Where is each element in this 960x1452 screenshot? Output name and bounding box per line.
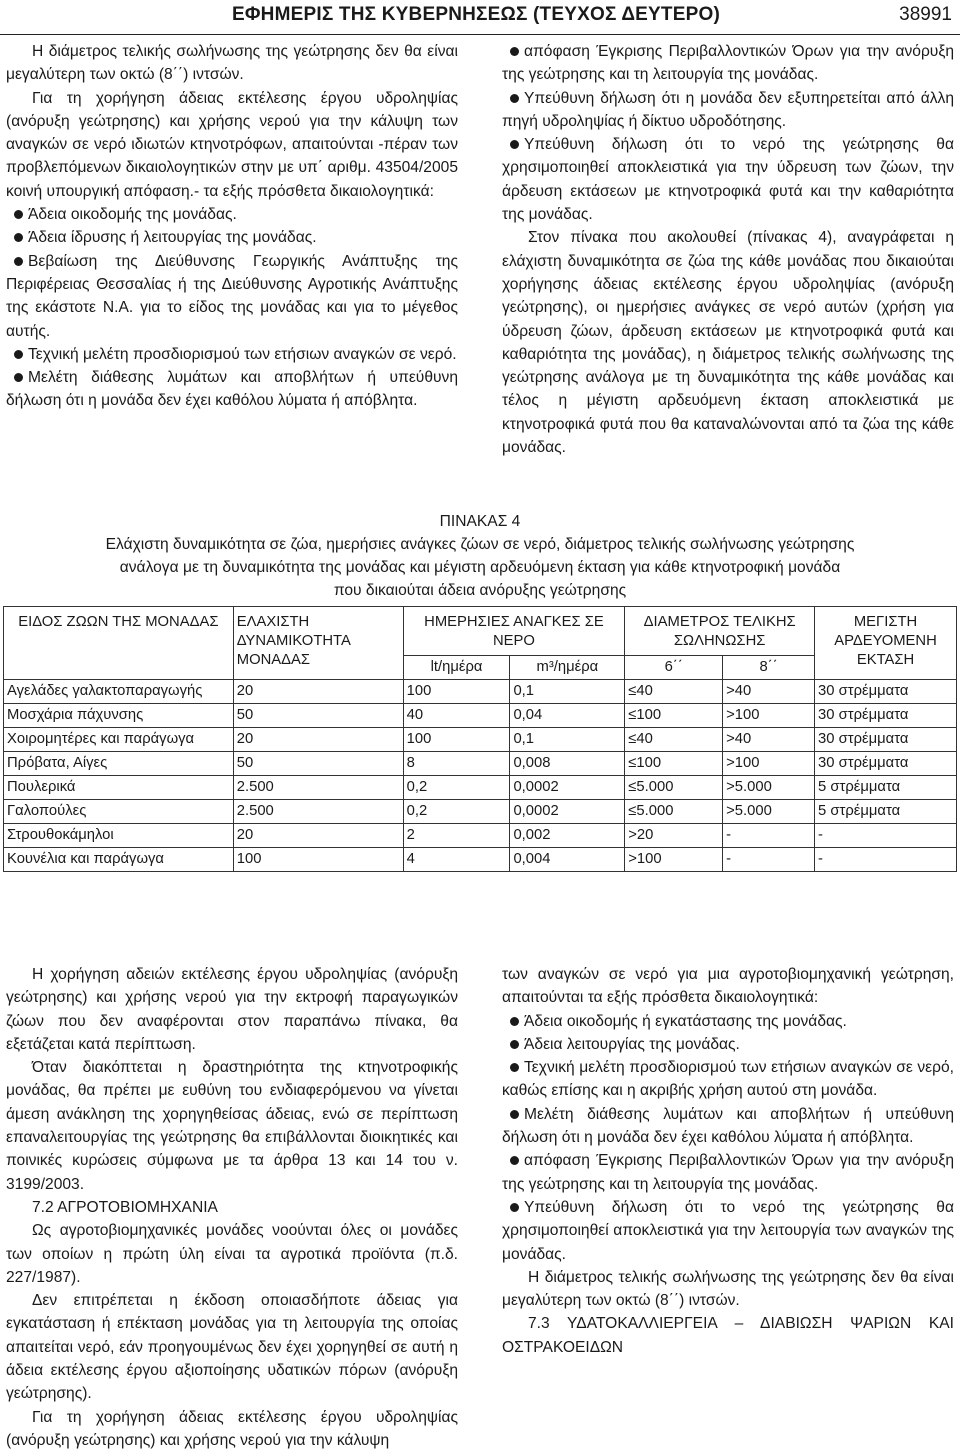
cell-d8: >40	[723, 728, 815, 752]
cell-capacity: 20	[233, 728, 403, 752]
table-row	[4, 776, 957, 800]
cell-species: Χοιρομητέρες και παράγωγα	[4, 728, 234, 752]
paragraph: Ως αγροτοβιομηχανικές μονάδες νοούνται όλες οι μονάδες των οποίων η πρώτη ύλη είναι τα αγροτικά προϊόντα (π.δ. 227/1987).	[6, 1222, 458, 1286]
section-heading: 7.2 ΑΓΡΟΤΟΒΙΟΜΗΧΑΝΙΑ	[32, 1198, 218, 1216]
cell-capacity: 20	[233, 824, 403, 848]
cell-d6: >20	[625, 824, 723, 848]
cell-capacity: 50	[233, 752, 403, 776]
header-species: ΕΙΔΟΣ ΖΩΩΝ ΤΗΣ ΜΟΝΑΔΑΣ	[4, 607, 234, 680]
cell-lt: 8	[403, 752, 510, 776]
subheader-d8: 8΄΄	[723, 656, 815, 680]
paragraph: των αναγκών σε νερό για μια αγροτοβιομηχανική γεώτρηση, απαιτούνται τα εξής πρόσθετα δικαιολογητικά:	[502, 966, 954, 1007]
gazette-title: ΕΦΗΜΕΡΙΣ ΤΗΣ ΚΥΒΕΡΝΗΣΕΩΣ (ΤΕΥΧΟΣ ΔΕΥΤΕΡΟ)	[232, 4, 720, 25]
cell-lt: 2	[403, 824, 510, 848]
table-header-row	[4, 607, 957, 656]
cell-area: 30 στρέμματα	[815, 752, 957, 776]
bullet-item: απόφαση Έγκρισης Περιβαλλοντικών Όρων για την ανόρυξη της γεώτρησης και τη λειτουργία της μονάδας.	[502, 40, 954, 87]
cell-d6: ≤100	[625, 752, 723, 776]
cell-species: Στρουθοκάμηλοι	[4, 824, 234, 848]
cell-d8: >100	[723, 752, 815, 776]
page-header	[0, 0, 960, 40]
section-heading: 7.3 ΥΔΑΤΟΚΑΛΛΙΕΡΓΕΙΑ – ΔΙΑΒΙΩΣΗ ΨΑΡΙΩΝ ΚΑΙ ΟΣΤΡΑΚΟΕΙΔΩΝ	[502, 1315, 954, 1356]
cell-d8: >40	[723, 680, 815, 704]
cell-lt: 100	[403, 680, 510, 704]
top-right-column	[502, 40, 954, 459]
cell-capacity: 2.500	[233, 800, 403, 824]
bullet-item: Υπεύθυνη δήλωση ότι η μονάδα δεν εξυπηρετείται από άλλη πηγή υδροληψίας ή δίκτυο υδροδότησης.	[502, 87, 954, 134]
paragraph: Στον πίνακα που ακολουθεί (πίνακας 4), αναγράφεται η ελάχιστη δυναμικότητα σε ζώα της κάθε μονάδας που δικαιούται χορήγησης άδειας εκτέλεσης έργου υδροληψίας (ανόρυξη γεώτρησης), οι ημερήσιες ανάγκες σε νερό αυτών (χρήση για ύδρευση ζώων, άρδευση εκτάσεων με κτηνοτροφικά φυτά και καθαριότητα της μονάδας), η διάμετρος τελικής σωλήνωσης της γεώτρησης ανάλογα με τη δυναμικότητα της κάθε μονάδας και τέλος η μέγιστη αρδευόμενη έκταση αποκλειστικά με κτηνοτροφικά φυτά που θα καταναλώνονται από τα ζώα της κάθε μονάδας.	[502, 229, 954, 457]
paragraph: Η διάμετρος τελικής σωλήνωσης της γεώτρησης δεν θα είναι μεγαλύτερη των οκτώ (8΄΄) ιντσών.	[6, 43, 458, 84]
cell-capacity: 50	[233, 704, 403, 728]
paragraph: Όταν διακόπτεται η δραστηριότητα της κτηνοτροφικής μονάδας, θα πρέπει με ευθύνη του ενδιαφερόμενου να γίνεται άμεση ανάκληση της χορηγηθείσας άδειας, ενώ σε περίπτωση επαναλειτουργίας της γεώτρησης θα επιβάλλονται διοικητικές και ποινικές κυρώσεις σύμφωνα με τα άρθρα 13 και 14 του ν. 3199/2003.	[6, 1059, 458, 1193]
cell-species: Αγελάδες γαλακτοπαραγωγής	[4, 680, 234, 704]
cell-area: 30 στρέμματα	[815, 680, 957, 704]
bullet-item: απόφαση Έγκρισης Περιβαλλοντικών Όρων για την ανόρυξη της γεώτρησης και τη λειτουργία της μονάδας.	[502, 1149, 954, 1196]
header-daily-needs: ΗΜΕΡΗΣΙΕΣ ΑΝΑΓΚΕΣ ΣΕ ΝΕΡΟ	[403, 607, 625, 656]
cell-m3: 0,0002	[510, 776, 625, 800]
cell-species: Πρόβατα, Αίγες	[4, 752, 234, 776]
bullet-item: Άδεια οικοδομής ή εγκατάστασης της μονάδας.	[502, 1010, 954, 1033]
bullet-item: Υπεύθυνη δήλωση ότι το νερό της γεώτρησης θα χρησιμοποιηθεί αποκλειστικά για την ύδρευση των ζώων, την άρδευση εκτάσεων με κτηνοτροφικά φυτά και την καθαριότητα της μονάδας.	[502, 133, 954, 226]
paragraph: Δεν επιτρέπεται η έκδοση οποιασδήποτε άδειας για εγκατάσταση ή επέκταση μονάδας για τη λειτουργία της οποίας απαιτείται νερό, εάν προηγουμένως δεν έχει χορηγηθεί σε αυτή η άδεια εκτέλεσης έργου αξιοποίησης υδατικών πόρων (ανόρυξη γεώτρησης).	[6, 1292, 458, 1403]
cell-d8: >100	[723, 704, 815, 728]
bullet-item: Άδεια οικοδομής της μονάδας.	[6, 203, 458, 226]
cell-area: -	[815, 824, 957, 848]
bullet-item: Υπεύθυνη δήλωση ότι το νερό της γεώτρησης θα χρησιμοποιηθεί αποκλειστικά για την λειτουργία των αναγκών της μονάδας.	[502, 1196, 954, 1266]
cell-lt: 0,2	[403, 776, 510, 800]
cell-area: 30 στρέμματα	[815, 728, 957, 752]
cell-m3: 0,04	[510, 704, 625, 728]
cell-m3: 0,002	[510, 824, 625, 848]
cell-lt: 0,2	[403, 800, 510, 824]
bullet-item: Τεχνική μελέτη προσδιορισμού των ετήσιων αναγκών σε νερό, καθώς επίσης και η ακριβής χρήση αυτού στη μονάδα.	[502, 1056, 954, 1103]
subheader-d6: 6΄΄	[625, 656, 723, 680]
cell-d6: ≤40	[625, 728, 723, 752]
cell-capacity: 20	[233, 680, 403, 704]
top-left-column	[6, 40, 458, 413]
table-row	[4, 800, 957, 824]
cell-capacity: 2.500	[233, 776, 403, 800]
header-max-area: ΜΕΓΙΣΤΗ ΑΡΔΕΥΟΜΕΝΗ ΕΚΤΑΣΗ	[815, 607, 957, 680]
cell-m3: 0,1	[510, 680, 625, 704]
paragraph: Η διάμετρος τελικής σωλήνωσης της γεώτρησης δεν θα είναι μεγαλύτερη των οκτώ (8΄΄) ιντσών.	[502, 1268, 954, 1310]
table-row	[4, 680, 957, 704]
header-diameter: ΔΙΑΜΕΤΡΟΣ ΤΕΛΙΚΗΣ ΣΩΛΗΝΩΣΗΣ	[625, 607, 815, 656]
cell-species: Πουλερικά	[4, 776, 234, 800]
cell-species: Γαλοπούλες	[4, 800, 234, 824]
bottom-right-column	[502, 963, 954, 1359]
bullet-item: Άδεια ίδρυσης ή λειτουργίας της μονάδας.	[6, 226, 458, 249]
cell-d6: ≤5.000	[625, 800, 723, 824]
livestock-table	[3, 606, 957, 872]
bottom-left-column	[6, 963, 458, 1452]
cell-d6: ≤40	[625, 680, 723, 704]
table-row	[4, 824, 957, 848]
cell-d8: >5.000	[723, 800, 815, 824]
cell-m3: 0,004	[510, 848, 625, 872]
header-rule	[0, 34, 960, 35]
paragraph: Για τη χορήγηση άδειας εκτέλεσης έργου υδροληψίας (ανόρυξη γεώτρησης) και χρήσης νερού για την κάλυψη των αναγκών σε νερό ιδιωτών κτηνοτρόφων, απαιτούνται -πέραν των προβλεπόμενων δικαιολογητικών στην με υπ΄ αριθμ. 43504/2005 κοινή υπουργική απόφαση.- τα εξής πρόσθετα δικαιολογητικά:	[6, 89, 458, 200]
table-title: ΠΙΝΑΚΑΣ 4	[439, 513, 521, 530]
table-row	[4, 848, 957, 872]
bullet-item: Τεχνική μελέτη προσδιορισμού των ετήσιων αναγκών σε νερό.	[6, 343, 458, 366]
table-row	[4, 728, 957, 752]
table-caption-line: ανάλογα με τη δυναμικότητα της μονάδας και μέγιστη αρδευόμενη έκταση για κάθε κτηνοτροφική μονάδα	[119, 559, 841, 576]
table-row	[4, 752, 957, 776]
cell-capacity: 100	[233, 848, 403, 872]
cell-area: 5 στρέμματα	[815, 776, 957, 800]
subheader-lt-day: lt/ημέρα	[403, 656, 510, 680]
cell-lt: 40	[403, 704, 510, 728]
cell-m3: 0,0002	[510, 800, 625, 824]
table-caption-line: που δικαιούται άδεια ανόρυξης γεώτρησης	[333, 582, 627, 599]
bullet-item: Άδεια λειτουργίας της μονάδας.	[502, 1033, 954, 1056]
cell-m3: 0,008	[510, 752, 625, 776]
table-caption	[0, 510, 960, 602]
header-capacity: ΕΛΑΧΙΣΤΗ ΔΥΝΑΜΙΚΟΤΗΤΑ ΜΟΝΑΔΑΣ	[233, 607, 403, 680]
cell-d8: -	[723, 848, 815, 872]
subheader-m3-day: m³/ημέρα	[510, 656, 625, 680]
bullet-item: Βεβαίωση της Διεύθυνσης Γεωργικής Ανάπτυξης της Περιφέρειας Θεσσαλίας ή της Διεύθυνσης Αγροτικής Ανάπτυξης της εκάστοτε Ν.Α. για το είδος της μονάδας και για το μέγεθος αυτής.	[6, 250, 458, 343]
cell-area: -	[815, 848, 957, 872]
cell-lt: 4	[403, 848, 510, 872]
paragraph: Για τη χορήγηση άδειας εκτέλεσης έργου υδροληψίας (ανόρυξη γεώτρησης) και χρήσης νερού για την κάλυψη	[6, 1408, 458, 1449]
cell-area: 30 στρέμματα	[815, 704, 957, 728]
table-row	[4, 704, 957, 728]
paragraph: Η χορήγηση αδειών εκτέλεσης έργου υδροληψίας (ανόρυξη γεώτρησης) και χρήσης νερού για την εκτροφή παραγωγικών ζώων που δεν αναφέρονται στον παραπάνω πίνακα, θα εξετάζεται κατά περίπτωση.	[6, 966, 458, 1053]
cell-species: Μοσχάρια πάχυνσης	[4, 704, 234, 728]
cell-d6: ≤5.000	[625, 776, 723, 800]
cell-m3: 0,1	[510, 728, 625, 752]
cell-lt: 100	[403, 728, 510, 752]
table-caption-line: Ελάχιστη δυναμικότητα σε ζώα, ημερήσιες ανάγκες ζώων σε νερό, διάμετρος τελικής σωλήνωσης γεώτρησης	[105, 536, 855, 553]
cell-d8: >5.000	[723, 776, 815, 800]
cell-d6: >100	[625, 848, 723, 872]
cell-area: 5 στρέμματα	[815, 800, 957, 824]
bullet-item: Μελέτη διάθεσης λυμάτων και αποβλήτων ή υπεύθυνη δήλωση ότι η μονάδα δεν έχει καθόλου λύματα ή απόβλητα.	[502, 1103, 954, 1150]
page-number: 38991	[899, 4, 952, 25]
cell-d8: -	[723, 824, 815, 848]
bullet-item: Μελέτη διάθεσης λυμάτων και αποβλήτων ή υπεύθυνη δήλωση ότι η μονάδα δεν έχει καθόλου λύματα ή απόβλητα.	[6, 366, 458, 413]
cell-species: Κουνέλια και παράγωγα	[4, 848, 234, 872]
cell-d6: ≤100	[625, 704, 723, 728]
